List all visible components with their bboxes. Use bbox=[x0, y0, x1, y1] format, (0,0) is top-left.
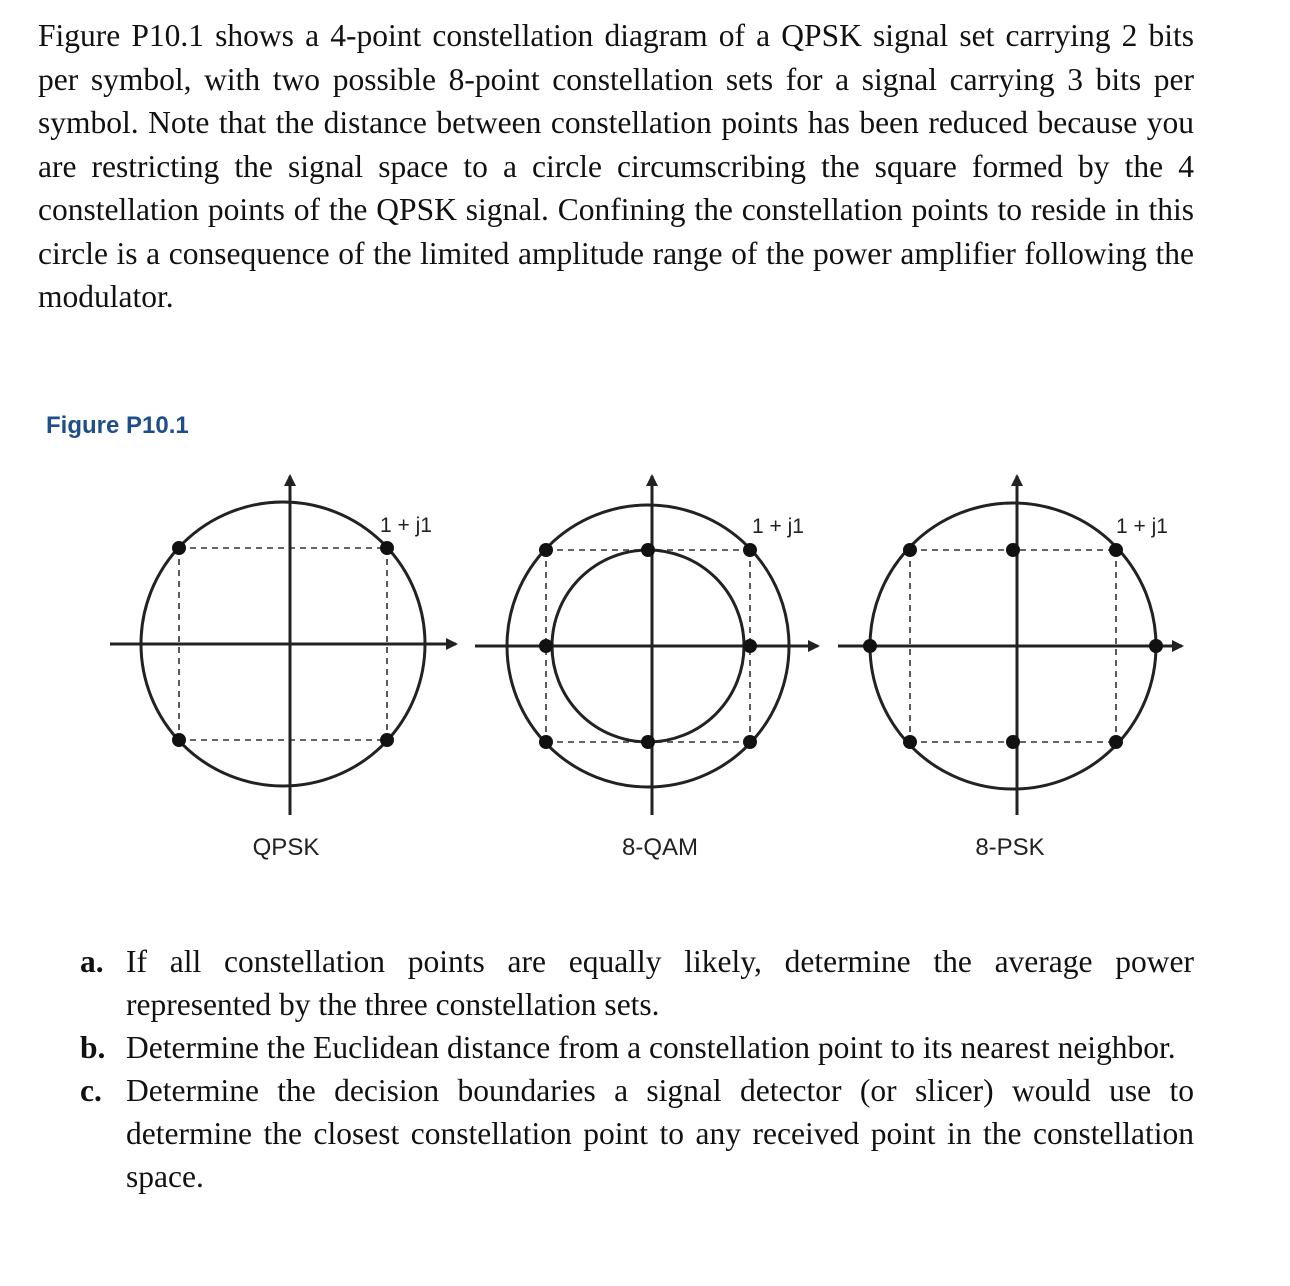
8psk-point bbox=[903, 735, 917, 749]
8qam-point bbox=[743, 543, 757, 557]
question-label: c. bbox=[80, 1073, 102, 1108]
qpsk-point bbox=[380, 541, 394, 555]
qpsk-point bbox=[172, 733, 186, 747]
question-text: Determine the Euclidean distance from a constellation point to its nearest neighbor. bbox=[126, 1030, 1176, 1065]
8qam-point bbox=[743, 639, 757, 653]
8qam-point bbox=[641, 543, 655, 557]
8psk-point bbox=[1109, 543, 1123, 557]
question-item bbox=[80, 1069, 1194, 1198]
qpsk-point bbox=[380, 733, 394, 747]
question-text: Determine the decision boundaries a signal detector (or slicer) would use to determine the closest constellation point to any received point in the constellation space. bbox=[126, 1073, 1194, 1194]
8psk-point bbox=[903, 543, 917, 557]
8psk-point bbox=[1109, 735, 1123, 749]
8qam-point bbox=[641, 735, 655, 749]
qpsk-diagram bbox=[110, 476, 456, 861]
8qam-diagram bbox=[475, 476, 818, 861]
question-item bbox=[80, 940, 1194, 1026]
8qam-point bbox=[539, 639, 553, 653]
intro-paragraph: Figure P10.1 shows a 4-point constellation diagram of a QPSK signal set carrying 2 bits per symbol, with two possible 8-point constellation sets for a signal carrying 3 bits per symbol. Note that the distance between constellation points has been reduced because you are restricting the signal space to a circle circumscribing the square formed by the 4 constellation points of the QPSK signal. Confining the constellation points to reside in this circle is a consequence of the limited amplitude range of the power amplifier following the modulator. bbox=[38, 18, 1194, 314]
question-list bbox=[80, 940, 1194, 1198]
question-label: a. bbox=[80, 944, 104, 979]
constellation-figure bbox=[0, 460, 1290, 880]
8psk-caption: 8-PSK bbox=[975, 834, 1045, 861]
8psk-point bbox=[1006, 543, 1020, 557]
8qam-caption: 8-QAM bbox=[621, 834, 699, 861]
question-label: b. bbox=[80, 1030, 106, 1065]
8qam-point-label: 1 + j1 bbox=[752, 515, 804, 538]
8qam-point bbox=[743, 735, 757, 749]
8psk-point bbox=[863, 639, 877, 653]
8psk-diagram bbox=[838, 476, 1182, 861]
8qam-point bbox=[539, 735, 553, 749]
qpsk-caption: QPSK bbox=[252, 834, 320, 861]
question-text: If all constellation points are equally likely, determine the average power represented by the three constellation sets. bbox=[126, 944, 1194, 1022]
figure-label: Figure P10.1 bbox=[46, 412, 189, 439]
8psk-point bbox=[1149, 639, 1163, 653]
8psk-point bbox=[1006, 735, 1020, 749]
8qam-point bbox=[539, 543, 553, 557]
8psk-point-label: 1 + j1 bbox=[1116, 515, 1168, 538]
question-item bbox=[80, 1026, 1194, 1069]
qpsk-point bbox=[172, 541, 186, 555]
qpsk-point-label: 1 + j1 bbox=[380, 514, 432, 537]
